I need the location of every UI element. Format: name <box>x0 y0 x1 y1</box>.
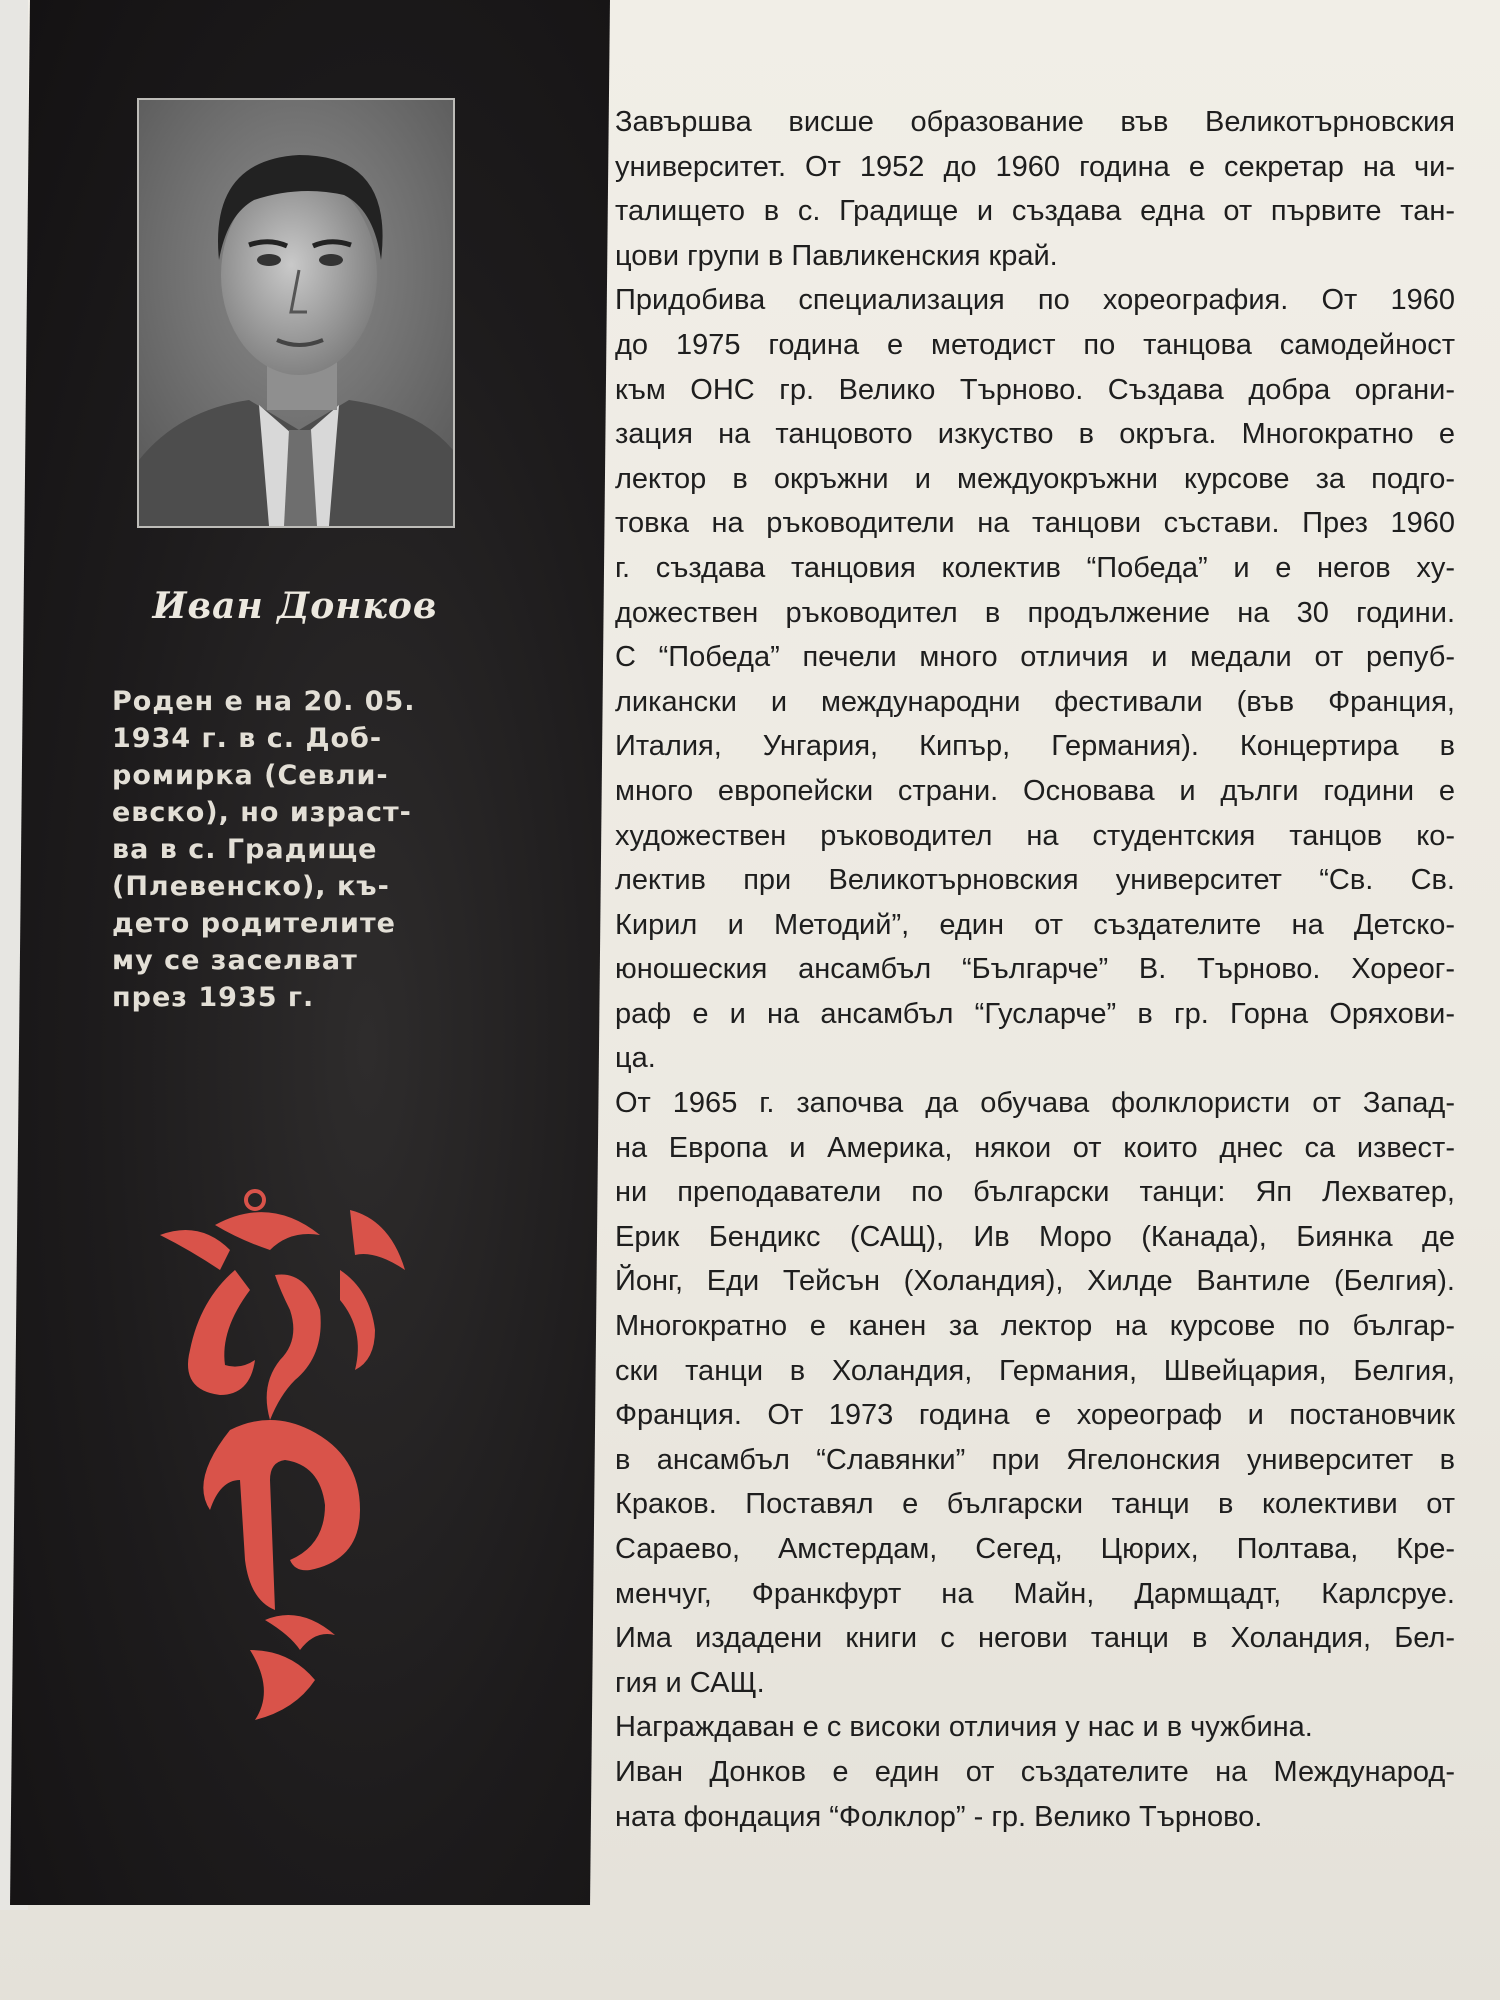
article-line: Придобива специализация по хореография. От 1960 <box>615 284 1455 317</box>
folklore-logo <box>120 1180 450 1740</box>
article-line: менчуг, Франкфурт на Майн, Дармщадт, Карлсруе. <box>615 1577 1455 1610</box>
article-line: Италия, Унгария, Кипър, Германия). Концертира в <box>615 730 1455 763</box>
article-line: на Европа и Америка, някои от които днес са извест- <box>615 1131 1455 1164</box>
bio-line: ва в с. Градище <box>112 834 378 865</box>
article-line: Краков. Поставял е български танци в колективи от <box>615 1488 1455 1521</box>
article-line: зация на танцовото изкуство в окръга. Многократно е <box>615 418 1455 451</box>
article-line: много европейски страни. Основава и дълги години е <box>615 774 1455 807</box>
article-line: Сараево, Амстердам, Сегед, Цюрих, Полтава, Кре- <box>615 1533 1455 1565</box>
portrait-image <box>139 100 453 526</box>
bio-line: 1934 г. в с. Доб- <box>112 723 383 754</box>
article-line: ски танци в Холандия, Германия, Швейцария, Белгия, <box>615 1354 1455 1387</box>
article-line: Има издадени книги с негови танци в Холандия, Бел- <box>615 1622 1455 1655</box>
article-line: лектор в окръжни и междуокръжни курсове за подго- <box>615 462 1455 495</box>
article-line: Ерик Бендикс (САЩ), Ив Моро (Канада), Биянка де <box>615 1220 1455 1253</box>
article-line: гия и САЩ. <box>615 1666 765 1699</box>
article-line: Кирил и Методий”, един от създателите на Детско- <box>615 908 1455 941</box>
article-line: към ОНС гр. Велико Търново. Създава добра органи- <box>615 373 1455 406</box>
article-line: юношеския ансамбъл “Българче” В. Търново. Хореог- <box>615 953 1455 986</box>
article-line: Завършва висше образование във Великотърновския <box>615 106 1455 138</box>
article-line: дожествен ръководител в продължение на 30 години. <box>615 596 1455 629</box>
portrait-photo <box>137 98 455 528</box>
article-line: товка на ръководители на танцови състави. През 1960 <box>615 507 1455 540</box>
bio-line: евско), но израст- <box>112 797 412 828</box>
bio-line: ромирка (Севли- <box>112 760 389 791</box>
article-line: Многократно е канен за лектор на курсове по българ- <box>615 1310 1455 1343</box>
article-line: От 1965 г. започва да обучава фолклористи от Запад- <box>615 1087 1455 1120</box>
bio-line: през 1935 г. <box>112 982 315 1013</box>
article-line: ни преподаватели по български танци: Яп Лехватер, <box>615 1176 1455 1209</box>
bio-line: дето родителите <box>112 908 396 939</box>
article-line: Йонг, Еди Тейсън (Холандия), Хилде Вантиле (Белгия). <box>615 1265 1455 1298</box>
article-line: художествен ръководител на студентския танцов ко- <box>615 819 1455 852</box>
article-line: Франция. От 1973 година е хореограф и постановчик <box>615 1399 1455 1432</box>
article-line: до 1975 година е методист по танцова самодейност <box>615 328 1455 361</box>
dancer-logo-icon <box>120 1180 450 1740</box>
article-line: ца. <box>615 1042 656 1075</box>
article-line: цови групи в Павликенския край. <box>615 239 1058 272</box>
article-line: С “Победа” печели много отличия и медали от репуб- <box>615 641 1455 674</box>
article-line: лектив при Великотърновския университет “Св. Св. <box>615 864 1455 897</box>
article-line: ликански и международни фестивали (във Франция, <box>615 685 1455 718</box>
bio-line: Роден е на 20. 05. <box>112 686 416 717</box>
author-name: Иван Донков <box>152 585 438 627</box>
article-line: ната фондация “Фолклор” - гр. Велико Търново. <box>615 1800 1263 1833</box>
article-body <box>615 100 1455 1839</box>
article-line: талището в с. Градище и създава една от първите тан- <box>615 195 1455 228</box>
article-line: Награждаван е с високи отличия у нас и в чужбина. <box>615 1711 1313 1744</box>
bio-line: (Плевенско), къ- <box>112 871 390 902</box>
author-bio <box>112 683 442 1016</box>
article-line: раф е и на ансамбъл “Гусларче” в гр. Горна Оряхови- <box>615 997 1455 1030</box>
article-line: в ансамбъл “Славянки” при Ягелонския университет в <box>615 1443 1455 1476</box>
article-line: университет. От 1952 до 1960 година е секретар на чи- <box>615 150 1455 183</box>
article-line: Иван Донков е един от създателите на Международ- <box>615 1755 1455 1788</box>
bio-line: му се заселват <box>112 945 358 976</box>
article-line: г. създава танцовия колектив “Победа” и е негов ху- <box>615 551 1455 584</box>
